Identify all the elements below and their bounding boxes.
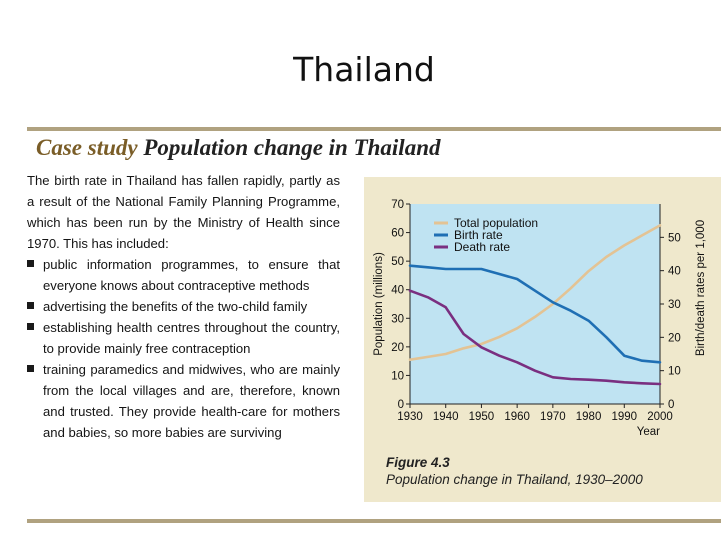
- slide-title: Thailand: [293, 50, 435, 89]
- x-tick-label: 1980: [575, 411, 602, 423]
- legend-label: Death rate: [454, 240, 511, 254]
- bullet-item-advertising: advertising the benefits of the two-child family: [27, 296, 340, 317]
- y-tick-label: 20: [391, 341, 404, 354]
- y-axis-label: Population (millions): [373, 252, 385, 356]
- y-tick-label: 60: [391, 227, 404, 240]
- bullet-item-training: training paramedics and midwives, who are mainly from the local villages and are, therefore, known and trusted. They provide health-care for mothers and babies, so more babies are surviving: [27, 359, 340, 443]
- figure-caption: [386, 454, 643, 488]
- y-tick-label: 30: [391, 313, 404, 326]
- legend-label: Birth rate: [454, 228, 503, 242]
- y2-tick-label: 20: [668, 332, 681, 345]
- x-tick-label: 1930: [397, 411, 423, 423]
- bullet-list: [27, 254, 340, 443]
- figure-number: Figure 4.3: [386, 455, 450, 470]
- bottom-divider: [27, 519, 721, 523]
- case-study-text: [27, 170, 340, 443]
- y-tick-label: 70: [391, 199, 404, 211]
- x-tick-label: 1950: [468, 411, 495, 423]
- case-study-title: Population change in Thailand: [143, 135, 441, 160]
- x-tick-label: 2000: [647, 411, 673, 423]
- y-tick-label: 0: [397, 399, 404, 411]
- case-study-heading: [36, 135, 441, 161]
- bullet-item-information: public information programmes, to ensure that everyone knows about contraceptive methods: [27, 254, 340, 296]
- x-tick-label: 1960: [504, 411, 530, 423]
- y2-tick-label: 10: [668, 365, 681, 378]
- intro-paragraph: The birth rate in Thailand has fallen rapidly, partly as a result of the National Family Planning Programme, which has been run by the Ministry of Health since 1970. This has included:: [27, 173, 340, 251]
- legend-label: Total population: [454, 216, 539, 230]
- x-axis-label: Year: [636, 426, 660, 438]
- y2-tick-label: 50: [668, 232, 681, 245]
- y-tick-label: 10: [391, 370, 404, 383]
- bullet-item-health-centres: establishing health centres throughout the country, to provide mainly free contraception: [27, 317, 340, 359]
- top-divider: [27, 127, 721, 131]
- y2-tick-label: 0: [668, 399, 675, 411]
- case-study-label: Case study: [36, 135, 138, 160]
- y-tick-label: 50: [391, 256, 404, 269]
- y2-axis-label: Birth/death rates per 1,000: [695, 219, 707, 357]
- figure-caption-text: Population change in Thailand, 1930–2000: [386, 472, 643, 487]
- population-chart: [364, 177, 721, 447]
- y2-tick-label: 40: [668, 265, 681, 278]
- y2-tick-label: 30: [668, 299, 681, 311]
- x-tick-label: 1940: [432, 411, 459, 423]
- y-tick-label: 40: [391, 284, 404, 297]
- x-tick-label: 1990: [611, 411, 638, 423]
- x-tick-label: 1970: [540, 411, 566, 423]
